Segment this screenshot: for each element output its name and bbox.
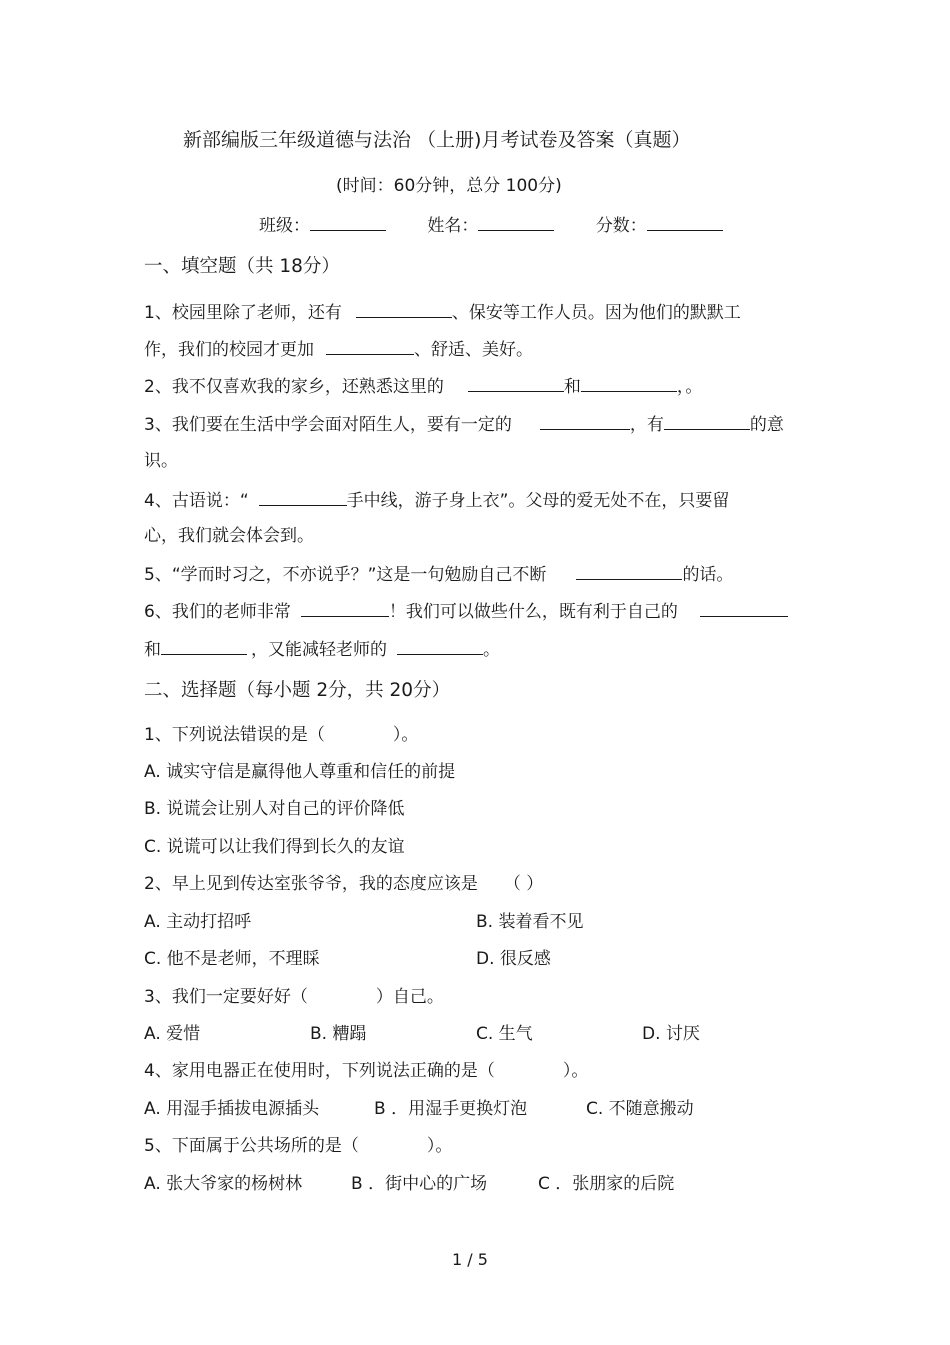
fill-question-1-cont bbox=[144, 336, 533, 362]
question-text: 2、我不仅喜欢我的家乡，还熟悉这里的 bbox=[144, 377, 444, 397]
question-text: 。 bbox=[483, 640, 500, 660]
choice-question-3: 3、我们一定要好好（ ）自己。 bbox=[144, 987, 444, 1007]
question-text: 、舒适、美好。 bbox=[414, 340, 533, 360]
class-field[interactable] bbox=[310, 212, 386, 231]
choice-option-a[interactable]: A. 主动打招呼 bbox=[144, 912, 252, 932]
answer-blank[interactable] bbox=[259, 487, 347, 506]
fill-question-6-cont bbox=[144, 636, 500, 662]
question-text: ，有 bbox=[629, 415, 664, 435]
question-text: 3、我们要在生活中学会面对陌生人，要有一定的 bbox=[144, 415, 512, 435]
answer-paren[interactable]: （ ） bbox=[503, 874, 544, 894]
question-text: 和 bbox=[563, 377, 581, 397]
choice-option-c[interactable]: C. 说谎可以让我们得到长久的友谊 bbox=[144, 837, 405, 857]
answer-blank[interactable] bbox=[576, 561, 682, 580]
answer-blank[interactable] bbox=[397, 636, 483, 655]
score-label: 分数： bbox=[595, 216, 647, 236]
class-label: 班级： bbox=[259, 216, 310, 236]
choice-option-b[interactable]: B. 糟蹋 bbox=[310, 1024, 367, 1044]
choice-option-a[interactable]: A. 爱惜 bbox=[144, 1024, 201, 1044]
answer-blank[interactable] bbox=[301, 598, 389, 617]
question-text: 5、“学而时习之，不亦说乎？”这是一句勉励自己不断 bbox=[144, 565, 547, 585]
choice-option-a[interactable]: A. 诚实守信是赢得他人尊重和信任的前提 bbox=[144, 762, 456, 782]
section-heading-fill: 一、填空题（共 18分） bbox=[144, 256, 340, 277]
name-label: 姓名： bbox=[427, 216, 479, 236]
fill-question-2 bbox=[144, 373, 702, 399]
section-heading-choice: 二、选择题（每小题 2分，共 20分） bbox=[144, 680, 451, 701]
question-text: 2、早上见到传达室张爷爷，我的态度应该是 bbox=[144, 874, 478, 894]
fill-question-5 bbox=[144, 561, 733, 587]
question-text: 作，我们的校园才更加 bbox=[144, 340, 314, 360]
answer-blank[interactable] bbox=[468, 373, 564, 392]
choice-question-5: 5、下面属于公共场所的是（ ）。 bbox=[144, 1136, 453, 1156]
fill-question-3-cont: 识。 bbox=[144, 451, 178, 471]
question-text: ！我们可以做些什么，既有利于自己的 bbox=[388, 602, 678, 622]
answer-blank[interactable] bbox=[700, 598, 788, 617]
fill-question-4 bbox=[144, 487, 729, 513]
answer-blank[interactable] bbox=[161, 636, 247, 655]
answer-blank[interactable] bbox=[540, 411, 630, 430]
fill-question-4-cont: 心，我们就会体会到。 bbox=[144, 526, 314, 546]
question-text: ，又能减轻老师的 bbox=[251, 640, 387, 660]
question-text: 的话。 bbox=[682, 565, 734, 585]
choice-option-a[interactable]: A. 用湿手插拔电源插头 bbox=[144, 1099, 320, 1119]
question-text: 和 bbox=[144, 640, 161, 660]
fill-question-1 bbox=[144, 299, 741, 325]
choice-option-c[interactable]: C ．张朋家的后院 bbox=[538, 1174, 675, 1194]
question-text: 手中线，游子身上衣”。父母的爱无处不在，只要留 bbox=[346, 491, 730, 511]
choice-option-d[interactable]: D. 很反感 bbox=[476, 949, 551, 969]
question-text: 4、古语说：“ bbox=[144, 491, 249, 511]
choice-question-2 bbox=[144, 872, 543, 896]
answer-blank[interactable] bbox=[664, 411, 750, 430]
student-info-row bbox=[259, 212, 723, 238]
choice-option-d[interactable]: D. 讨厌 bbox=[642, 1024, 700, 1044]
choice-option-c[interactable]: C. 不随意搬动 bbox=[586, 1099, 694, 1119]
answer-blank[interactable] bbox=[581, 373, 677, 392]
question-text: 1、校园里除了老师，还有 bbox=[144, 303, 342, 323]
answer-blank[interactable] bbox=[356, 299, 452, 318]
page-title: 新部编版三年级道德与法治 （上册)月考试卷及答案（真题） bbox=[183, 129, 691, 151]
exam-subtitle: (时间：60分钟，总分 100分) bbox=[336, 176, 562, 196]
question-text: 、保安等工作人员。因为他们的默默工 bbox=[451, 303, 741, 323]
question-text: ，。 bbox=[676, 377, 703, 397]
answer-blank[interactable] bbox=[326, 336, 414, 355]
score-field[interactable] bbox=[647, 212, 723, 231]
choice-question-4: 4、家用电器正在使用时，下列说法正确的是（ ）。 bbox=[144, 1061, 589, 1081]
question-text: 6、我们的老师非常 bbox=[144, 602, 291, 622]
choice-question-1: 1、下列说法错误的是（ ）。 bbox=[144, 725, 419, 745]
choice-option-b[interactable]: B. 装着看不见 bbox=[476, 912, 584, 932]
name-field[interactable] bbox=[478, 212, 554, 231]
choice-option-a[interactable]: A. 张大爷家的杨树林 bbox=[144, 1174, 303, 1194]
choice-option-c[interactable]: C. 生气 bbox=[476, 1024, 533, 1044]
choice-option-b[interactable]: B. 说谎会让别人对自己的评价降低 bbox=[144, 799, 405, 819]
page-number: 1 / 5 bbox=[452, 1250, 488, 1269]
choice-option-c[interactable]: C. 他不是老师，不理睬 bbox=[144, 949, 320, 969]
fill-question-6 bbox=[144, 598, 788, 624]
question-text: 的意 bbox=[749, 415, 784, 435]
fill-question-3 bbox=[144, 411, 784, 437]
choice-option-b[interactable]: B ．街中心的广场 bbox=[351, 1174, 488, 1194]
choice-option-b[interactable]: B ．用湿手更换灯泡 bbox=[374, 1099, 528, 1119]
